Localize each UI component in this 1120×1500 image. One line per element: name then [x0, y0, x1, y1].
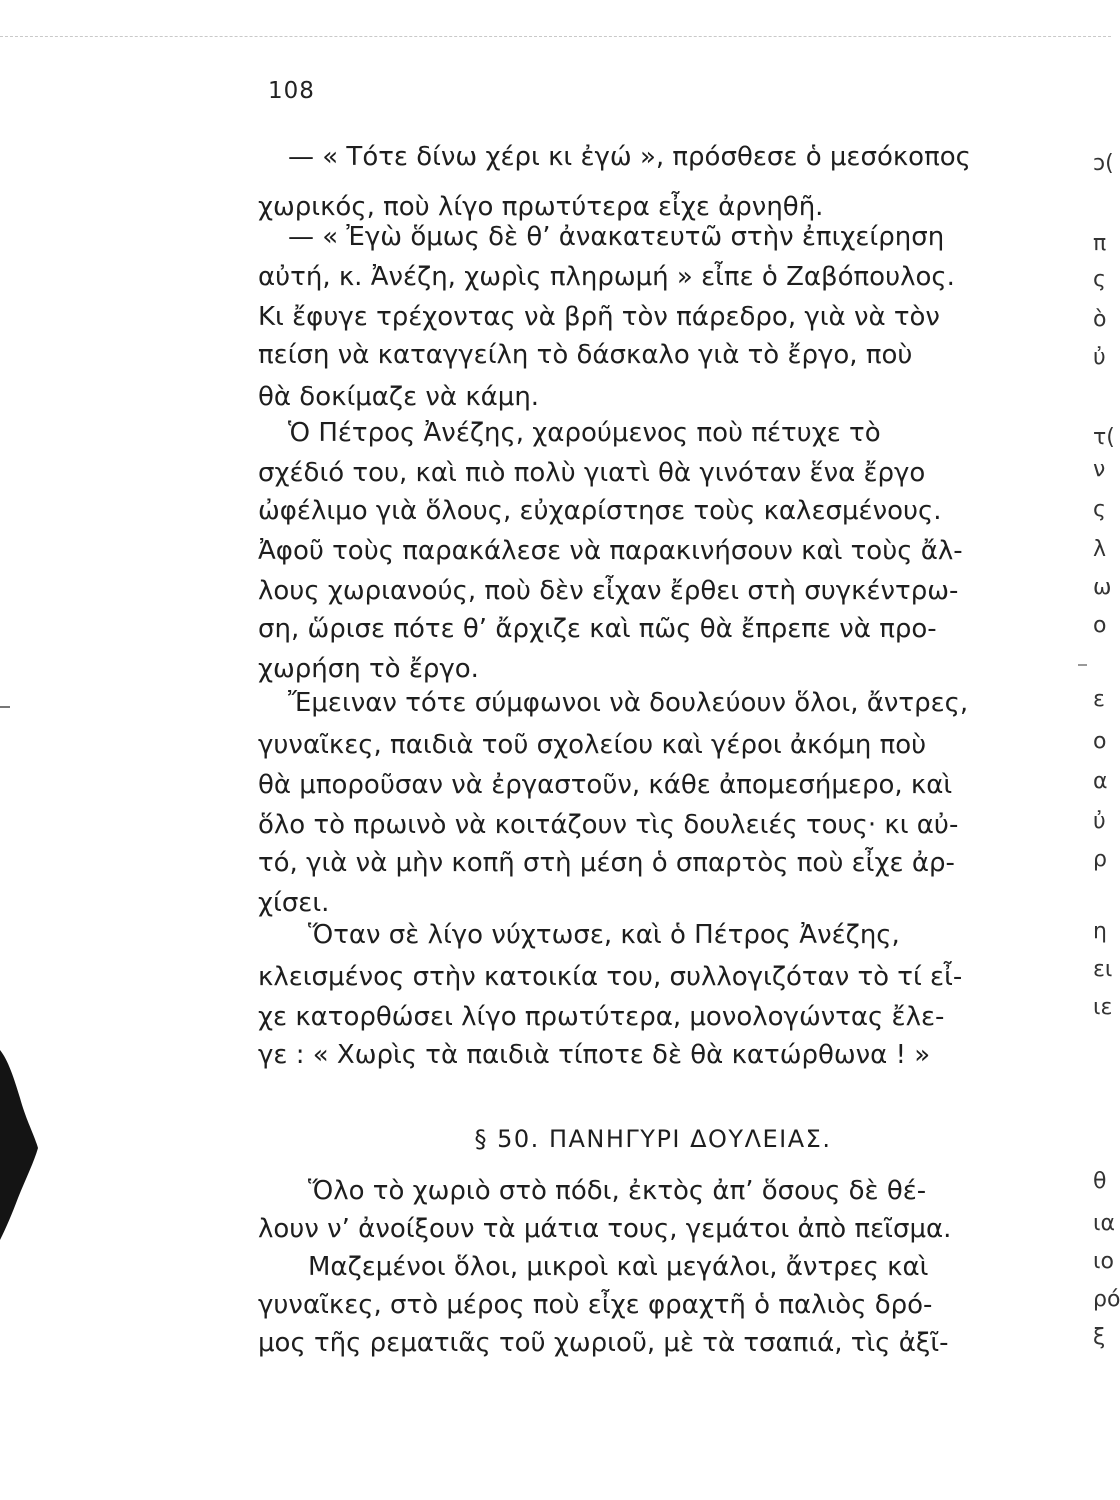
text-line: λουν ν’ ἀνοίξουν τὰ μάτια τους, γεμάτοι ἀπὸ πεῖσμα.	[258, 1214, 952, 1244]
text-line: χωρικός, ποὺ λίγο πρωτύτερα εἶχε ἀρνηθῆ.	[258, 192, 824, 222]
margin-fragment: ρ	[1093, 847, 1107, 872]
text-line: Ὅλο τὸ χωριὸ στὸ πόδι, ἐκτὸς ἀπ’ ὅσους δὲ θέ-	[308, 1176, 927, 1206]
text-line: γε : « Χωρὶς τὰ παιδιὰ τίποτε δὲ θὰ κατώρθωνα ! »	[258, 1040, 931, 1070]
text-line: θὰ δοκίμαζε νὰ κάμη.	[258, 382, 540, 412]
margin-fragment: ξ	[1093, 1325, 1106, 1350]
margin-fragment: π	[1093, 231, 1107, 256]
text-line: σχέδιό του, καὶ πιὸ πολὺ γιατὶ θὰ γινόταν ἕνα ἔργο	[258, 458, 926, 488]
text-line: χε κατορθώσει λίγο πρωτύτερα, μονολογώντας ἔλε-	[258, 1002, 945, 1032]
text-line: χωρήση τὸ ἔργο.	[258, 654, 479, 684]
margin-fragment: ὐ	[1093, 809, 1106, 834]
facing-page-fragments	[1093, 140, 1120, 1410]
text-line: χίσει.	[258, 888, 330, 918]
margin-fragment: ὸ	[1093, 307, 1107, 332]
text-line: κλεισμένος στὴν κατοικία του, συλλογιζόταν τὸ τί εἶ-	[258, 962, 963, 992]
text-line: Ἔμειναν τότε σύμφωνοι νὰ δουλεύουν ὅλοι, ἄντρες,	[288, 688, 969, 718]
text-line: πείση νὰ καταγγείλη τὸ δάσκαλο γιὰ τὸ ἔργο, ποὺ	[258, 340, 913, 370]
margin-fragment: ει	[1093, 957, 1113, 982]
margin-fragment: η	[1093, 919, 1107, 944]
text-line: αὐτή, κ. Ἀνέζη, χωρὶς πληρωμή » εἶπε ὁ Ζαβόπουλος.	[258, 262, 955, 292]
text-line: τό, γιὰ νὰ μὴν κοπῆ στὴ μέση ὁ σπαρτὸς ποὺ εἶχε ἀρ-	[258, 848, 955, 878]
text-line: θὰ μποροῦσαν νὰ ἐργαστοῦν, κάθε ἀπομεσήμερο, καὶ	[258, 770, 953, 800]
text-line: ὠφέλιμο γιὰ ὅλους, εὐχαρίστησε τοὺς καλεσμένους.	[258, 496, 942, 526]
ink-blot-shape	[0, 1050, 40, 1240]
margin-fragment: ε	[1093, 687, 1105, 712]
margin-fragment: ο	[1093, 729, 1107, 754]
page-number: 108	[268, 78, 315, 104]
margin-fragment: ὐ	[1093, 345, 1106, 370]
text-line: Μαζεμένοι ὅλοι, μικροὶ καὶ μεγάλοι, ἄντρες καὶ	[308, 1252, 929, 1282]
margin-fragment: ιο	[1093, 1249, 1114, 1274]
margin-fragment: ν	[1093, 457, 1106, 482]
text-line: — « Ἐγὼ ὅμως δὲ θ’ ἀνακατευτῶ στὴν ἐπιχείρηση	[288, 222, 945, 252]
margin-fragment: ς	[1093, 497, 1106, 522]
margin-dash-mark	[0, 706, 10, 708]
text-line: — « Τότε δίνω χέρι κι ἐγώ », πρόσθεσε ὁ μεσόκοπος	[288, 142, 971, 172]
text-line: Ὅταν σὲ λίγο νύχτωσε, καὶ ὁ Πέτρος Ἀνέζης,	[308, 920, 900, 950]
margin-fragment: ο	[1093, 613, 1107, 638]
scan-edge	[0, 36, 1111, 38]
text-line: ὅλο τὸ πρωινὸ νὰ κοιτάζουν τὶς δουλειές τους· κι αὐ-	[258, 810, 959, 840]
text-line: λους χωριανούς, ποὺ δὲν εἶχαν ἔρθει στὴ συγκέντρω-	[258, 576, 959, 606]
text-line: γυναῖκες, παιδιὰ τοῦ σχολείου καὶ γέροι ἀκόμη ποὺ	[258, 730, 927, 760]
margin-fragment: ρό	[1093, 1287, 1120, 1312]
margin-fragment: α	[1093, 769, 1108, 794]
section-heading: § 50. ΠΑΝΗΓΥΡΙ ΔΟΥΛΕΙΑΣ.	[474, 1125, 832, 1153]
margin-fragment: θ	[1093, 1169, 1107, 1194]
text-line: γυναῖκες, στὸ μέρος ποὺ εἶχε φραχτῆ ὁ παλιὸς δρό-	[258, 1290, 933, 1320]
margin-fragment: ιε	[1093, 995, 1113, 1020]
margin-fragment: λ	[1093, 537, 1107, 562]
text-line: Ἀφοῦ τοὺς παρακάλεσε νὰ παρακινήσουν καὶ τοὺς ἄλ-	[258, 536, 963, 566]
text-line: Ὁ Πέτρος Ἀνέζης, χαρούμενος ποὺ πέτυχε τὸ	[288, 418, 881, 448]
margin-dash-mark	[1078, 664, 1087, 666]
margin-fragment: ω	[1093, 575, 1112, 600]
text-line: μος τῆς ρεματιᾶς τοῦ χωριοῦ, μὲ τὰ τσαπιά, τὶς ἀξῖ-	[258, 1328, 949, 1358]
margin-fragment: ς	[1093, 267, 1106, 292]
margin-fragment: ɔ(	[1093, 151, 1114, 176]
margin-fragment: τ(	[1093, 425, 1115, 450]
text-line: Κι ἔφυγε τρέχοντας νὰ βρῆ τὸν πάρεδρο, γιὰ νὰ τὸν	[258, 302, 940, 332]
margin-fragment: ια	[1093, 1211, 1115, 1236]
text-line: ση, ὥρισε πότε θ’ ἄρχιζε καὶ πῶς θὰ ἔπρεπε νὰ προ-	[258, 614, 937, 644]
